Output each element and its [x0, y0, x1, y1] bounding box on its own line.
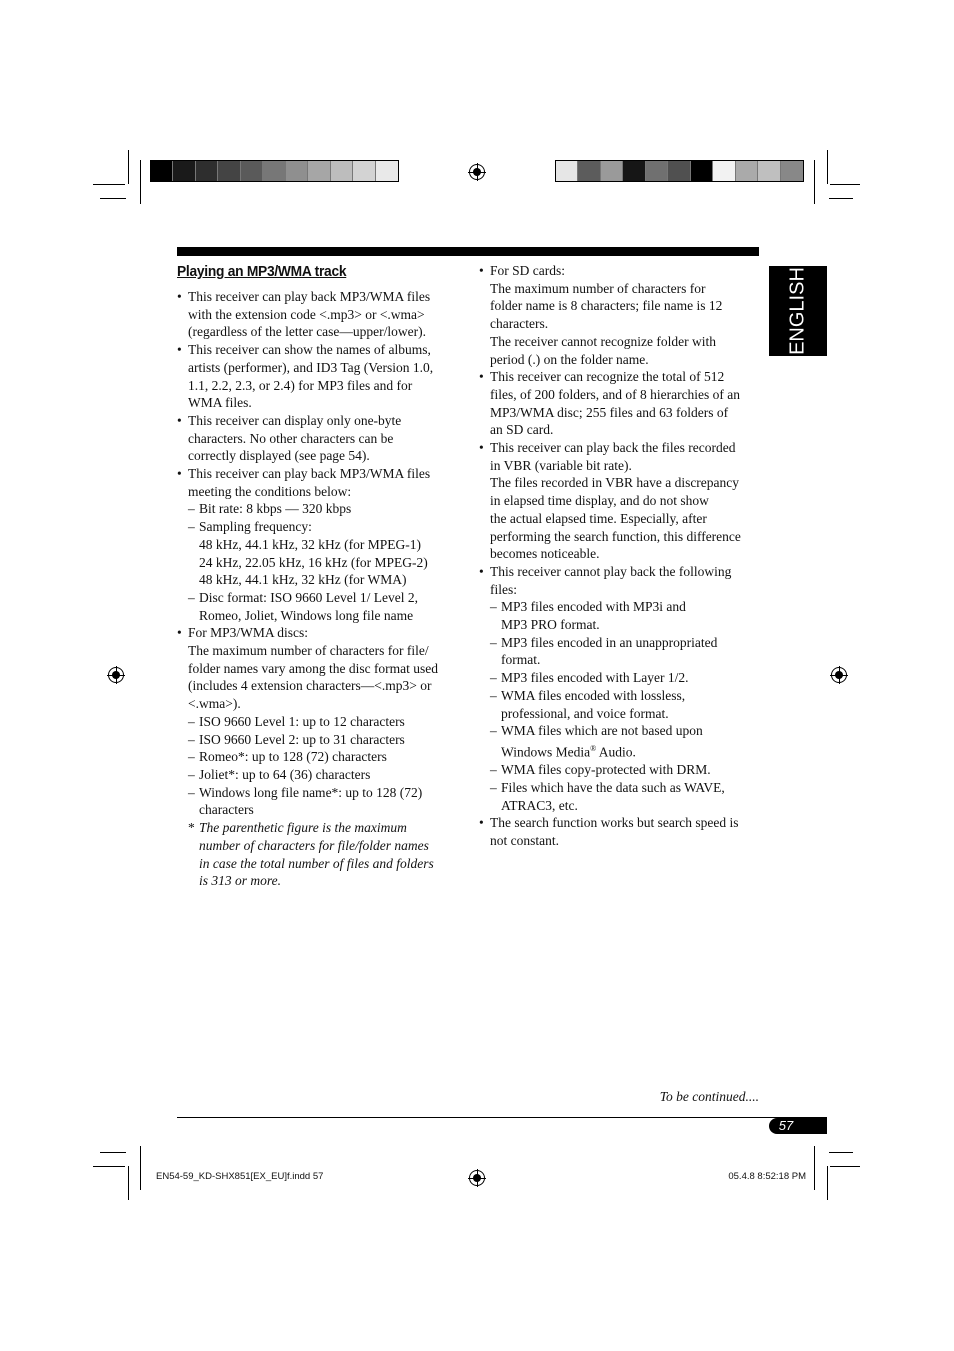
registration-mark-icon — [831, 667, 847, 683]
sub-item: – Romeo*: up to 128 (72) characters — [177, 748, 462, 766]
crop-mark — [140, 160, 141, 204]
list-item: • This receiver can display only one-byte characters. No other characters can be correctly displayed (see page 54). — [177, 412, 462, 465]
color-swatch — [578, 161, 600, 181]
color-swatch — [151, 161, 173, 181]
sub-item: – WMA files copy-protected with DRM. — [479, 761, 763, 779]
list-item: • This receiver can recognize the total of 512 files, of 200 folders, and of 8 hierarchies of an MP3/WMA disc; 255 files and 63 folders of an SD card. — [479, 368, 763, 439]
list-item: • This receiver cannot play back the following files: — [479, 563, 763, 598]
sub-item: – Files which have the data such as WAVE, ATRAC3, etc. — [479, 779, 763, 814]
sub-item: – ISO 9660 Level 2: up to 31 characters — [177, 731, 462, 749]
sub-item: – WMA files encoded with lossless, professional, and voice format. — [479, 687, 763, 722]
page-number: 57 — [778, 1118, 794, 1133]
header-band — [177, 247, 759, 256]
color-bar-left — [150, 160, 399, 182]
list-item: • This receiver can show the names of albums, artists (performer), and ID3 Tag (Version 1.0, 1.1, 2.2, 2.3, or 2.4) for MP3 files and for WMA files. — [177, 341, 462, 412]
sub-item: – MP3 files encoded with MP3i and MP3 PRO format. — [479, 598, 763, 633]
color-swatch — [331, 161, 353, 181]
footer-file-info: EN54-59_KD-SHX851[EX_EU]f.indd 57 — [156, 1171, 324, 1182]
page-number-tab — [769, 1118, 827, 1134]
color-swatch — [241, 161, 263, 181]
right-column — [479, 262, 763, 850]
color-swatch — [623, 161, 645, 181]
crop-mark — [93, 1166, 125, 1167]
crop-mark — [128, 150, 129, 184]
sub-item: – Sampling frequency: — [177, 518, 462, 536]
sub-item: – WMA files which are not based upon Windows Media® Audio. — [479, 722, 763, 761]
color-swatch — [713, 161, 735, 181]
footnote-mark: * — [188, 820, 195, 836]
color-swatch — [736, 161, 758, 181]
color-swatch — [668, 161, 690, 181]
sub-item: – MP3 files encoded in an unappropriated format. — [479, 634, 763, 669]
crop-mark — [814, 160, 815, 204]
sub-item: – Windows long file name*: up to 128 (72) characters — [177, 784, 462, 819]
language-tab-label: ENGLISH — [786, 267, 809, 355]
list-item: • The search function works but search speed is not constant. — [479, 814, 763, 849]
sub-item: – Disc format: ISO 9660 Level 1/ Level 2, Romeo, Joliet, Windows long file name — [177, 589, 462, 624]
section-heading: Playing an MP3/WMA track — [177, 263, 347, 280]
sub-item: – ISO 9660 Level 1: up to 12 characters — [177, 713, 462, 731]
color-swatch — [263, 161, 285, 181]
sub-item: – MP3 files encoded with Layer 1/2. — [479, 669, 763, 687]
color-swatch — [196, 161, 218, 181]
crop-mark — [93, 184, 125, 185]
crop-mark — [830, 1166, 860, 1167]
color-swatch — [353, 161, 375, 181]
registration-mark-icon — [469, 164, 485, 180]
color-swatch — [758, 161, 780, 181]
color-swatch — [691, 161, 713, 181]
registration-mark-icon — [108, 667, 124, 683]
list-item-text: The maximum number of characters for folder name is 8 characters; file name is 12 characters. The receiver cannot recognize folder with period (.) on the folder name. — [490, 280, 723, 367]
crop-mark — [140, 1146, 141, 1190]
color-swatch — [556, 161, 578, 181]
color-swatch — [308, 161, 330, 181]
color-swatch — [601, 161, 623, 181]
crop-mark — [829, 198, 853, 199]
color-bar-right — [555, 160, 804, 182]
crop-mark — [827, 150, 828, 184]
footer-timestamp: 05.4.8 8:52:18 PM — [728, 1171, 806, 1182]
language-tab — [769, 266, 827, 356]
crop-mark — [829, 1152, 853, 1153]
list-item: • This receiver can play back the files recorded in VBR (variable bit rate). — [479, 439, 763, 474]
crop-mark — [814, 1146, 815, 1190]
continued-note: To be continued.... — [659, 1089, 759, 1104]
list-item-text: The maximum number of characters for file/ folder names vary among the disc format used (includes 4 extension characters—<.mp3> or <.wma>). — [188, 643, 439, 712]
sub-item: – Joliet*: up to 64 (36) characters — [177, 766, 462, 784]
list-item: • This receiver can play back MP3/WMA files with the extension code <.mp3> or <.wma> (regardless of the letter case—upper/lower). — [177, 288, 462, 341]
crop-mark — [100, 198, 126, 199]
crop-mark — [100, 1152, 126, 1153]
list-item: • For MP3/WMA discs: — [177, 624, 462, 642]
color-swatch — [173, 161, 195, 181]
crop-mark — [128, 1166, 129, 1200]
list-item: • This receiver can play back MP3/WMA files meeting the conditions below: — [177, 465, 462, 500]
footer-rule — [177, 1117, 827, 1118]
color-swatch — [286, 161, 308, 181]
list-item-text: The files recorded in VBR have a discrepancy in elapsed time display, and do not show the actual elapsed time. Especially, after performing the search function, this difference becomes noticeable. — [490, 475, 741, 562]
registered-mark: ® — [590, 743, 597, 753]
color-swatch — [646, 161, 668, 181]
color-swatch — [218, 161, 240, 181]
list-item: • For SD cards: — [479, 262, 763, 280]
left-column — [177, 262, 462, 890]
color-swatch — [376, 161, 398, 181]
crop-mark — [827, 1166, 828, 1200]
registration-mark-icon — [469, 1170, 485, 1186]
color-swatch — [781, 161, 803, 181]
footnote: * The parenthetic figure is the maximum number of characters for file/folder names in case the total number of files and folders is 313 or more. — [188, 820, 434, 889]
sub-item-text: 48 kHz, 44.1 kHz, 32 kHz (for MPEG-1) 24 kHz, 22.05 kHz, 16 kHz (for MPEG-2) 48 kHz, 44.1 kHz, 32 kHz (for WMA) — [199, 536, 428, 588]
sub-item: – Bit rate: 8 kbps — 320 kbps — [177, 500, 462, 518]
crop-mark — [830, 184, 860, 185]
